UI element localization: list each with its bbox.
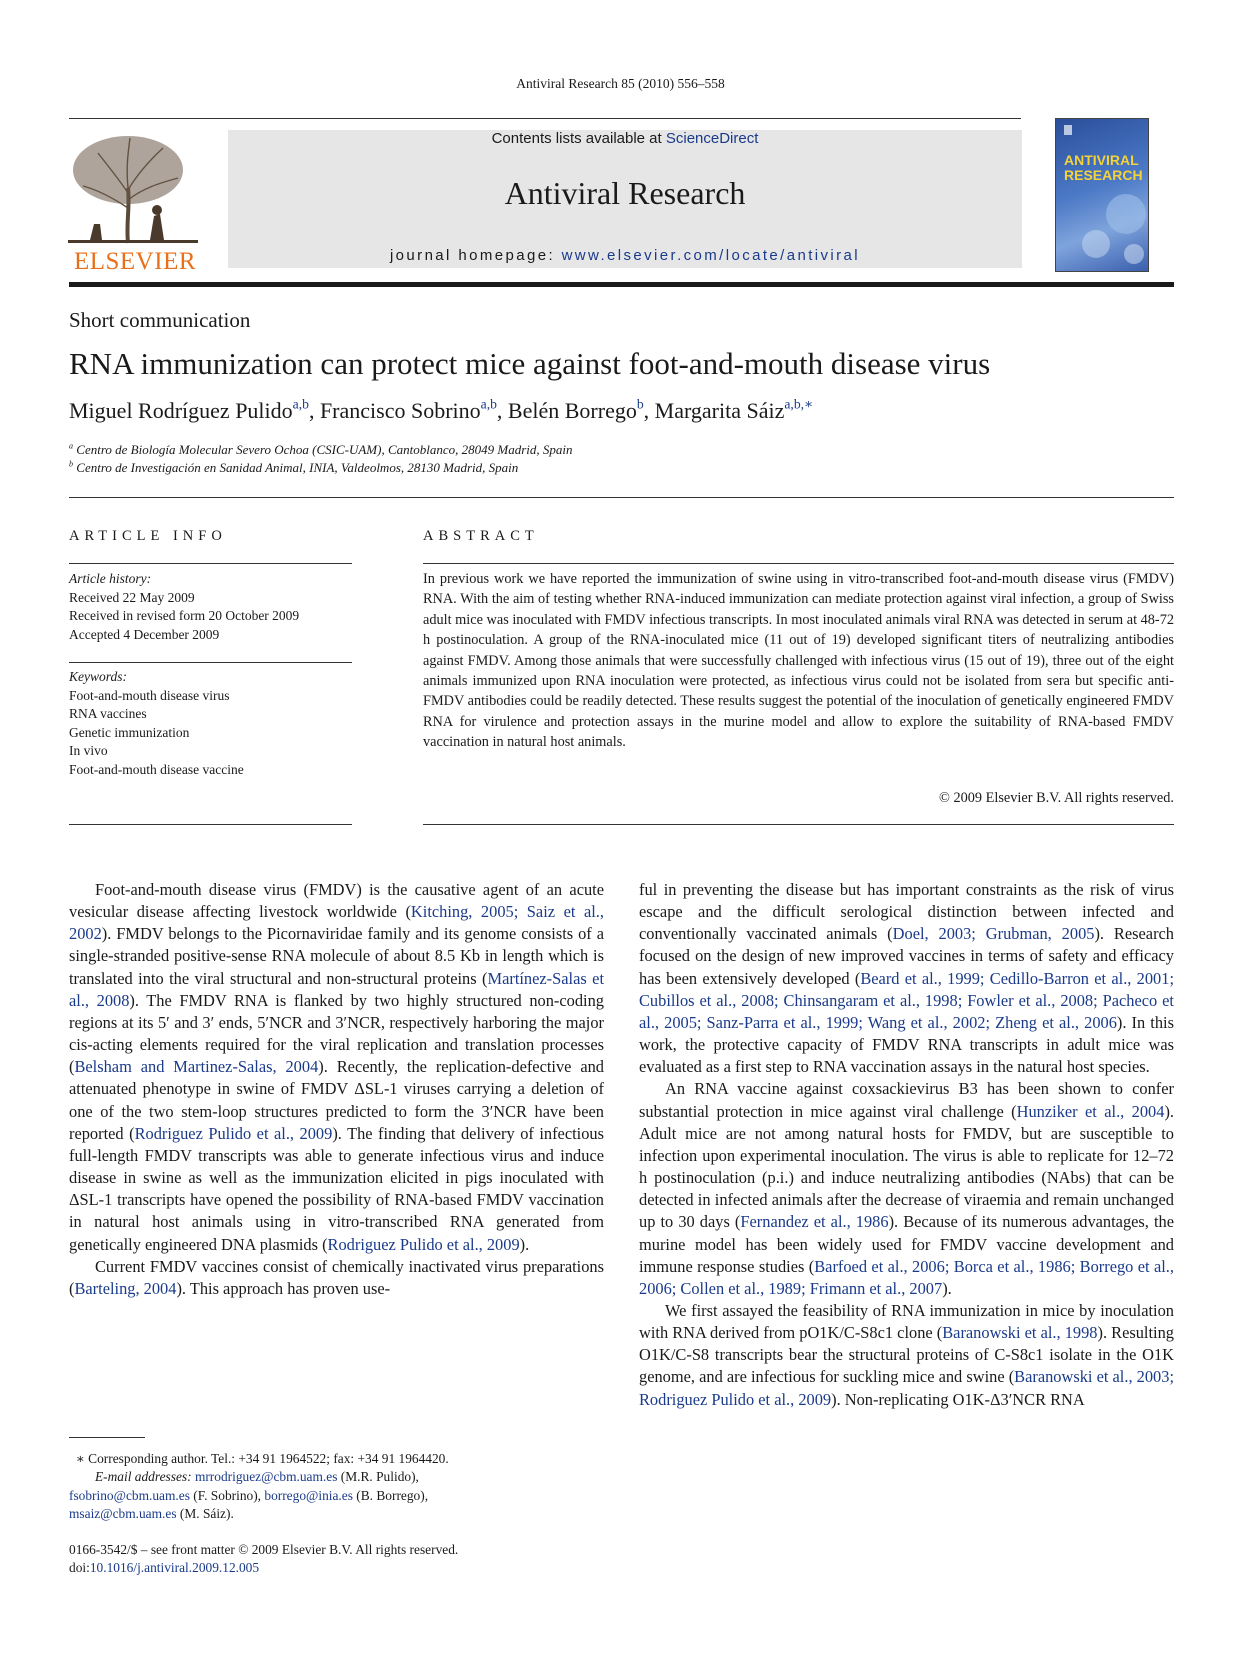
body-paragraph [639,1078,1174,1300]
footnote-line [69,1505,604,1523]
citation-link[interactable]: Barteling, 2004 [74,1278,177,1298]
article-type: Short communication [69,308,251,332]
author-name: Belén Borrego [507,398,637,423]
affiliation-item [69,441,573,459]
body-text: ). The finding that delivery of infectious full-length FMDV transcripts was able to generate infectious virus and induce disease in swine as well as the immunization elicited in pigs inoculated with ΔSL-1 transcripts have opened the possibility of RNA-based FMDV vaccination in natural host animals using in vitro-transcribed RNA generated from genetically engineered DNA plasmids ( [69,1123,604,1254]
history-item: Received 22 May 2009 [69,589,195,605]
keyword-item: RNA vaccines [69,706,147,721]
keywords-label: Keywords: [69,669,127,684]
history-label: Article history: [69,571,152,586]
article-history [69,570,299,644]
abstract-rule [423,563,1174,564]
affiliation-item [69,459,573,477]
body-text: ). In this work, the protective capacity of FMDV RNA transcripts in adult mice was evaluated as a first step to RNA vaccination assays in the natural host species. [639,1012,1174,1077]
abstract-text: In previous work we have reported the immunization of swine using in vitro-transcribed foot-and-mouth disease virus (FMDV) RNA. With the aim of testing whether RNA-induced immunization can mediate protection against viral infection, a group of Swiss adult mice was inoculated with FMDV infectious transcripts. In most inoculated animals viral RNA was detected in serum at 48-72 h postinoculation. A group of the RNA-inoculated mice (11 out of 19) developed significant titers of neutralizing antibodies against FMDV. Among those animals that were successfully challenged with infectious virus (15 out of 19), three out of the eight animals immunized upon RNA inoculation were protected, as infectious virus could not be isolated from sera but specific anti-FMDV antibodies could be readily detected. These results suggest the potential of the inoculation of genetically engineered FMDV RNA for virulence and protection assays in the murine model and allow to explore the suitability of RNA-based FMDV vaccination in natural host animals. [423,571,1174,751]
footnote-line [69,1450,604,1468]
masthead-top-rule [69,118,1021,119]
cover-art-icon [1056,119,1148,271]
body-paragraph [69,1256,604,1300]
masthead-thick-rule [69,282,1174,287]
footnote-star: ∗ [75,1451,85,1466]
citation-link[interactable]: Baranowski et al., 2003; Rodriguez Pulido et al., 2009 [639,1367,1174,1409]
citation-link[interactable]: Martínez-Salas et al., 2008 [69,968,604,1010]
email-link[interactable]: mrrodriguez@cbm.uam.es [194,1469,338,1485]
email-link[interactable]: fsobrino@cbm.uam.es [69,1487,190,1503]
doi-link[interactable]: 10.1016/j.antiviral.2009.12.005 [89,1560,260,1576]
affiliation-text: Centro de Biología Molecular Severo Ochoa (CSIC-UAM), Cantoblanco, 28049 Madrid, Spain [76,442,573,457]
author-name: Miguel Rodríguez Pulido [69,398,293,423]
author-affiliation-mark[interactable]: a,b [292,396,309,412]
citation-link[interactable]: Barfoed et al., 2006; Borca et al., 1986; Borrego et al., 2006; Collen et al., 1989; Frimann et al., 2007 [639,1256,1174,1298]
body-text: Current FMDV vaccines consist of chemically inactivated virus preparations ( [69,1256,604,1298]
keyword-item: Foot-and-mouth disease vaccine [69,761,244,777]
contents-prefix: Contents lists available at [491,130,666,147]
article-info-heading: ARTICLE INFO [69,528,227,544]
corresponding-author-footnote [69,1450,604,1523]
corresponding-text: Corresponding author. Tel.: +34 91 1964522; fax: +34 91 1964420. [88,1451,449,1466]
citation-link[interactable]: Baranowski et al., 1998 [942,1323,1098,1343]
body-text: ). Recently, the replication-defective and attenuated phenotype in swine of FMDV ΔSL-1 viruses carrying a deletion of one of the two stem-loop structures predicted to form the 3′NCR have been reported ( [69,1057,604,1143]
body-column-right [639,879,1174,1411]
body-text: ). Research focused on the design of new improved vaccines in terms of safety and efficacy has been extensively developed ( [639,924,1174,988]
article-info-rule [69,824,352,825]
journal-homepage-line [228,247,1022,264]
journal-title: Antiviral Research [504,175,746,211]
affiliation-mark: a [69,441,74,451]
abstract-rule [423,824,1174,825]
body-text: We first assayed the feasibility of RNA immunization in mice by inoculation with RNA derived from pO1K/C-S8c1 clone ( [639,1300,1174,1343]
body-paragraph [639,1300,1174,1411]
abstract-heading: ABSTRACT [423,528,539,544]
author-name: Margarita Sáiz [654,398,785,423]
citation-link[interactable]: Doel, 2003; Grubman, 2005 [892,924,1095,944]
author-affiliation-mark[interactable]: a,b [480,396,497,412]
journal-cover-icon [1055,118,1149,272]
body-text: ). [519,1234,530,1254]
footnote-line [69,1468,604,1486]
keywords [69,668,244,779]
body-paragraph [69,879,604,1256]
body-text: ). Adult mice are not among natural hosts for FMDV, but are susceptible to infection upon experimental inoculation. The virus is able to replicate for 12–72 h postinoculation (p.i.) and induce neutralizing antibodies (NAbs) that can be detected in infected animals after the decrease of viraemia and remain unchanged up to 30 days ( [639,1101,1175,1232]
keyword-item: Genetic immunization [69,724,190,740]
author-affiliation-mark[interactable]: a,b,∗ [784,396,814,412]
homepage-prefix: journal homepage: [389,247,562,264]
contents-line [228,130,1022,147]
body-text: Foot-and-mouth disease virus (FMDV) is the causative agent of an acute vesicular disease affecting livestock worldwide ( [69,880,604,922]
keyword-item: Foot-and-mouth disease virus [69,687,230,703]
citation-link[interactable]: Kitching, 2005; Saiz et al., 2002 [69,902,604,944]
body-paragraph [639,879,1174,1078]
author-list: Miguel Rodríguez Pulido$^{a,b}$, Francisco Sobrino$^{a,b}$, Belén Borrego$^b$, Margarita Sáiz$^{a,b,∗}$ [69,396,814,423]
doi-line [69,1559,604,1577]
article-info-rule [69,563,352,564]
running-header: Antiviral Research 85 (2010) 556–558 [516,76,725,91]
issn-line: 0166-3542/$ – see front matter © 2009 Elsevier B.V. All rights reserved. [69,1542,459,1557]
body-text: ). The FMDV RNA is flanked by two highly structured non-coding regions at its 5′ and 3′ ends, 5′NCR and 3′NCR, respectively harboring the major cis-acting elements required for the viral replication and translation processes ( [69,990,605,1077]
footnote-rule [69,1437,145,1438]
citation-link[interactable]: Rodriguez Pulido et al., 2009 [134,1123,333,1143]
footnote-line [69,1487,604,1505]
email-label: E-mail addresses: [95,1469,192,1485]
affiliation-mark: b [69,459,74,469]
affiliation-text: Centro de Investigación en Sanidad Animal, INIA, Valdeolmos, 28130 Madrid, Spain [76,460,519,475]
citation-link[interactable]: Beard et al., 1999; Cedillo-Barron et al., 2001; Cubillos et al., 2008; Chinsangaram et al., 1998; Fowler et al., 2008; Pacheco et al., 2005; Sanz-Parra et al., 1999; Wang et al., 2002; Zheng et al., 2006 [639,968,1174,1032]
body-text: ful in preventing the disease but has important constraints as the risk of virus escape and the difficult serological distinction between infected and conventionally vaccinated animals ( [639,880,1174,944]
abstract-copyright: © 2009 Elsevier B.V. All rights reserved. [939,790,1174,806]
history-item: Accepted 4 December 2009 [69,626,220,642]
body-text: ). Because of its numerous advantages, the murine model has been widely used for FMDV vaccine development and immune response studies ( [639,1212,1174,1276]
sciencedirect-link[interactable]: ScienceDirect [665,130,759,147]
email-link[interactable]: borrego@inia.es [264,1487,353,1503]
email-owner: (M.R. Pulido), [337,1469,419,1485]
article-title: RNA immunization can protect mice against foot-and-mouth disease virus [69,346,991,381]
citation-link[interactable]: Belsham and Martinez-Salas, 2004 [74,1057,319,1077]
body-text: ). This approach has proven use- [176,1278,391,1298]
email-owner: (M. Sáiz). [176,1505,234,1521]
history-item: Received in revised form 20 October 2009 [69,608,300,623]
publisher-wordmark: ELSEVIER [73,248,197,275]
cover-title: ANTIVIRAL RESEARCH [1064,152,1143,183]
email-owner: (F. Sobrino), [189,1487,265,1503]
citation-link[interactable]: Hunziker et al., 2004 [1016,1101,1165,1121]
email-owner: (B. Borrego), [352,1487,429,1503]
body-text: An RNA vaccine against coxsackievirus B3 has been shown to confer substantial protection in mice against viral challenge ( [639,1079,1174,1121]
front-matter [69,1541,604,1578]
affiliations [69,441,573,477]
citation-link[interactable]: Rodriguez Pulido et al., 2009 [327,1234,520,1254]
doi-label: doi: [69,1560,90,1576]
author-affiliation-mark[interactable]: b [636,396,644,412]
heading-rule [69,497,1174,498]
author-name: Francisco Sobrino [319,398,481,423]
body-text: ). Resulting O1K/C-S8 transcripts bear the structural proteins of C-S8c1 isolate in the O1K genome, and are infectious for suckling mice and swine ( [639,1323,1174,1387]
body-text: ). Non-replicating O1K-Δ3′NCR RNA [831,1389,1085,1409]
body-text: ). FMDV belongs to the Picornaviridae family and its genome consists of a single-stranded positive-sense RNA molecule of about 8.5 Kb in length which is translated into the viral structural and non-structural proteins ( [69,924,604,988]
journal-homepage-link[interactable]: www.elsevier.com/locate/antiviral [561,247,861,264]
email-link[interactable]: msaiz@cbm.uam.es [69,1505,177,1521]
article-info-rule [69,662,352,663]
body-text: ). [942,1278,952,1298]
body-column-left [69,879,604,1300]
citation-link[interactable]: Fernandez et al., 1986 [740,1212,889,1232]
keyword-item: In vivo [69,743,108,758]
